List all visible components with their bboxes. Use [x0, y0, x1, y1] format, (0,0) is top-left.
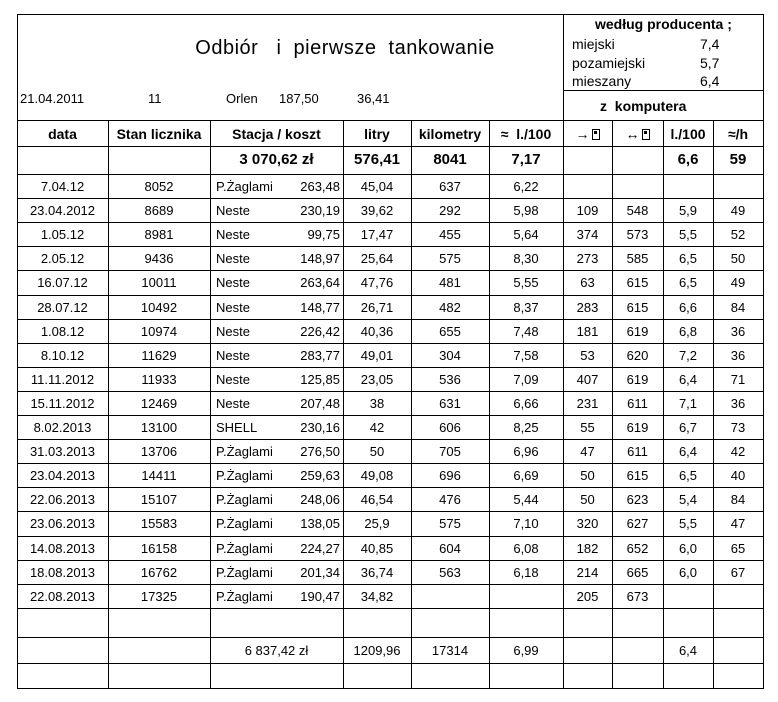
- fuel-pump-icon: [642, 129, 650, 140]
- first-fill-liters: 36,41: [357, 91, 390, 106]
- row-range-full: 673: [626, 588, 649, 604]
- row-divider: [17, 439, 763, 440]
- row-cost: 224,27: [300, 540, 340, 556]
- row-liters: 25,64: [360, 251, 394, 267]
- header-avg: ≈ l./100: [500, 126, 552, 142]
- row-speed: 84: [730, 299, 746, 315]
- row-station: SHELL: [216, 420, 258, 435]
- row-station: Neste: [216, 371, 250, 387]
- row-counter: 16158: [140, 540, 178, 556]
- row-comp-avg: 6,5: [678, 275, 698, 291]
- header-comp-avg: l./100: [670, 126, 706, 142]
- row-avg: 6,69: [513, 468, 539, 484]
- row-range-left: 231: [576, 395, 599, 411]
- row-km: 606: [439, 420, 461, 435]
- row-cost: 201,34: [300, 564, 340, 580]
- row-counter: 17325: [140, 588, 178, 604]
- header-range-to-empty: [563, 126, 612, 142]
- summary-comp-avg: 6,4: [678, 643, 698, 658]
- totals-comp-avg: 6,6: [677, 151, 699, 168]
- row-station: Neste: [216, 395, 250, 411]
- row-cost: 190,47: [300, 588, 340, 604]
- row-avg: 5,55: [513, 275, 539, 291]
- border-bottom: [17, 688, 763, 689]
- row-cost: 138,05: [300, 516, 340, 532]
- row-liters: 17,47: [360, 227, 394, 243]
- row-comp-avg: 6,0: [678, 540, 698, 556]
- first-fill-counter: 11: [148, 91, 162, 106]
- row-divider: [17, 415, 763, 416]
- row-speed: 49: [730, 203, 746, 219]
- divider-totals: [17, 174, 763, 175]
- row-range-left: 50: [580, 492, 595, 508]
- row-divider: [17, 246, 763, 247]
- row-range-full: 615: [626, 468, 649, 484]
- row-comp-avg: 5,5: [678, 516, 698, 532]
- row-range-full: 627: [626, 516, 649, 532]
- row-counter: 8052: [144, 179, 174, 194]
- row-range-left: 374: [576, 227, 599, 243]
- row-cost: 148,97: [300, 251, 340, 267]
- row-counter: 15107: [140, 492, 178, 508]
- row-cost: 99,75: [307, 227, 340, 243]
- arrow-right-icon: →: [575, 126, 590, 142]
- row-km: 455: [439, 227, 461, 243]
- row-speed: 42: [730, 444, 746, 460]
- row-comp-avg: 6,6: [678, 299, 698, 315]
- row-km: 705: [439, 444, 461, 460]
- arrow-both-icon: ↔: [625, 126, 640, 142]
- row-range-left: 214: [576, 564, 599, 580]
- row-liters: 46,54: [360, 492, 394, 508]
- divider-header-top: [17, 120, 763, 121]
- row-station: P.Żaglami: [216, 492, 273, 508]
- row-cost: 148,77: [300, 299, 340, 315]
- row-speed: 49: [730, 275, 746, 291]
- totals-liters: 576,41: [354, 151, 400, 168]
- header-range-full: [612, 126, 663, 142]
- row-range-left: 181: [576, 323, 599, 339]
- row-cost: 125,85: [300, 371, 340, 387]
- row-range-full: 611: [627, 395, 648, 411]
- row-avg: 8,37: [513, 299, 539, 315]
- row-km: 575: [439, 251, 461, 267]
- row-comp-avg: 5,9: [678, 203, 698, 219]
- row-speed: 73: [730, 420, 746, 435]
- row-km: 637: [439, 179, 461, 194]
- row-divider: [17, 560, 763, 561]
- totals-cost: 3 070,62 zł: [239, 151, 314, 168]
- row-range-left: 53: [580, 347, 595, 363]
- row-km: 563: [439, 564, 461, 580]
- row-km: 604: [439, 540, 461, 556]
- row-date: 15.11.2012: [30, 395, 95, 411]
- row-liters: 34,82: [360, 588, 394, 604]
- row-range-left: 63: [580, 275, 595, 291]
- border-top: [17, 14, 763, 15]
- totals-avg: 7,17: [511, 151, 541, 168]
- row-liters: 40,85: [360, 540, 394, 556]
- row-station: Neste: [216, 323, 250, 339]
- row-comp-avg: 6,4: [678, 371, 698, 387]
- row-comp-avg: 6,0: [678, 564, 698, 580]
- summary-liters: 1209,96: [353, 643, 401, 658]
- row-cost: 230,19: [300, 203, 340, 219]
- row-counter: 12469: [140, 395, 178, 411]
- totals-km: 8041: [433, 151, 467, 168]
- first-fill-station: Orlen: [226, 91, 258, 106]
- row-comp-avg: 5,4: [678, 492, 698, 508]
- row-speed: 84: [730, 492, 746, 508]
- row-liters: 47,76: [360, 275, 394, 291]
- row-station: P.Żaglami: [216, 444, 273, 460]
- row-avg: 7,48: [513, 323, 539, 339]
- row-range-full: 665: [626, 564, 649, 580]
- row-range-full: 548: [626, 203, 649, 219]
- row-station: P.Żaglami: [216, 179, 273, 194]
- row-date: 16.07.12: [37, 275, 88, 291]
- column-divider: [411, 120, 412, 688]
- header-km: kilometry: [418, 126, 482, 142]
- row-avg: 8,25: [513, 420, 539, 435]
- row-range-left: 50: [580, 468, 595, 484]
- row-date: 22.08.2013: [29, 588, 96, 604]
- row-station: P.Żaglami: [216, 516, 273, 532]
- row-divider: [17, 367, 763, 368]
- row-liters: 40,36: [360, 323, 394, 339]
- header-speed: ≈/h: [727, 126, 749, 142]
- row-station: P.Żaglami: [216, 588, 273, 604]
- row-avg: 7,58: [513, 347, 539, 363]
- row-counter: 10492: [140, 299, 178, 315]
- summary-avg: 6,99: [513, 643, 539, 658]
- row-date: 18.08.2013: [29, 564, 96, 580]
- row-counter: 13706: [140, 444, 178, 460]
- row-divider: [17, 463, 763, 464]
- row-liters: 39,62: [360, 203, 394, 219]
- first-fill-cost: 187,50: [279, 91, 319, 106]
- row-station: Neste: [216, 299, 250, 315]
- row-counter: 14411: [141, 468, 177, 484]
- row-station: Neste: [216, 251, 250, 267]
- row-divider: [17, 295, 763, 296]
- row-liters: 38: [369, 395, 385, 411]
- row-liters: 23,05: [360, 371, 394, 387]
- row-station: P.Żaglami: [216, 564, 273, 580]
- row-comp-avg: 5,5: [678, 227, 698, 243]
- row-station: P.Żaglami: [216, 540, 273, 556]
- column-divider: [108, 120, 109, 688]
- row-date: 23.04.2013: [29, 468, 96, 484]
- row-km: 536: [439, 371, 461, 387]
- row-liters: 25,9: [364, 516, 390, 532]
- producer-label-highway: pozamiejski: [572, 55, 646, 71]
- row-date: 1.08.12: [40, 323, 85, 339]
- row-km: 292: [439, 203, 461, 219]
- row-range-full: 615: [626, 275, 649, 291]
- row-avg: 5,98: [513, 203, 539, 219]
- row-range-left: 205: [576, 588, 599, 604]
- row-counter: 10011: [141, 275, 177, 291]
- row-avg: 5,64: [513, 227, 539, 243]
- row-date: 22.06.2013: [29, 492, 96, 508]
- row-range-left: 273: [576, 251, 599, 267]
- row-station: Neste: [216, 227, 250, 243]
- row-liters: 49,08: [360, 468, 394, 484]
- row-range-left: 182: [576, 540, 599, 556]
- row-date: 8.10.12: [40, 347, 85, 363]
- row-range-left: 109: [576, 203, 599, 219]
- row-cost: 263,64: [300, 275, 340, 291]
- row-liters: 36,74: [360, 564, 394, 580]
- row-divider: [17, 584, 763, 585]
- column-divider: [489, 120, 490, 688]
- header-station: Stacja / koszt: [232, 126, 321, 142]
- border-right: [763, 14, 764, 689]
- row-km: 304: [439, 347, 461, 363]
- row-divider: [17, 536, 763, 537]
- column-divider: [563, 120, 564, 688]
- row-divider: [17, 270, 763, 271]
- row-km: 696: [439, 468, 461, 484]
- row-range-left: 320: [576, 516, 599, 532]
- row-station: P.Żaglami: [216, 468, 273, 484]
- row-divider: [17, 637, 763, 638]
- row-range-full: 585: [626, 251, 649, 267]
- producer-value-city: 7,4: [700, 36, 720, 52]
- row-divider: [17, 608, 763, 609]
- row-speed: 40: [730, 468, 746, 484]
- row-avg: 6,66: [513, 395, 539, 411]
- header-liters: litry: [364, 126, 390, 142]
- row-cost: 283,77: [300, 347, 340, 363]
- producer-label-city: miejski: [572, 36, 615, 52]
- row-speed: 36: [730, 323, 746, 339]
- row-date: 11.11.2012: [30, 371, 95, 387]
- row-liters: 42: [369, 420, 385, 435]
- border-left: [17, 14, 18, 688]
- row-date: 1.05.12: [40, 227, 85, 243]
- row-divider: [17, 222, 763, 223]
- row-date: 7.04.12: [40, 179, 85, 194]
- row-cost: 259,63: [300, 468, 340, 484]
- row-counter: 9436: [144, 251, 174, 267]
- row-divider: [17, 511, 763, 512]
- row-cost: 230,16: [300, 420, 340, 435]
- row-station: Neste: [216, 275, 250, 291]
- row-date: 23.06.2013: [29, 516, 96, 532]
- row-speed: 52: [730, 227, 746, 243]
- row-station: Neste: [216, 347, 250, 363]
- row-divider: [17, 343, 763, 344]
- row-km: 655: [439, 323, 461, 339]
- row-range-full: 619: [626, 371, 649, 387]
- row-km: 481: [439, 275, 461, 291]
- row-date: 31.03.2013: [29, 444, 96, 460]
- row-divider: [17, 391, 763, 392]
- column-divider: [663, 120, 664, 688]
- row-date: 23.04.2012: [29, 203, 96, 219]
- row-counter: 13100: [140, 420, 178, 435]
- row-comp-avg: 7,1: [678, 395, 698, 411]
- header-date: data: [48, 126, 77, 142]
- row-liters: 45,04: [360, 179, 394, 194]
- row-avg: 8,30: [513, 251, 539, 267]
- row-divider: [17, 198, 763, 199]
- column-divider: [612, 120, 613, 688]
- row-counter: 8981: [144, 227, 174, 243]
- row-date: 2.05.12: [40, 251, 85, 267]
- row-range-full: 619: [626, 323, 649, 339]
- row-range-left: 47: [580, 444, 595, 460]
- row-avg: 6,96: [513, 444, 539, 460]
- divider-producer: [563, 14, 564, 121]
- row-speed: 71: [730, 371, 746, 387]
- row-speed: 47: [730, 516, 746, 532]
- row-cost: 207,48: [300, 395, 340, 411]
- divider-header-bottom: [17, 146, 763, 147]
- row-date: 8.02.2013: [33, 420, 92, 435]
- row-counter: 16762: [140, 564, 178, 580]
- row-avg: 7,09: [513, 371, 539, 387]
- row-range-left: 283: [576, 299, 599, 315]
- row-range-full: 573: [626, 227, 649, 243]
- row-comp-avg: 6,7: [678, 420, 698, 435]
- column-divider: [713, 120, 714, 688]
- row-avg: 5,44: [513, 492, 539, 508]
- computer-heading: z komputera: [600, 98, 687, 114]
- row-liters: 49,01: [360, 347, 394, 363]
- row-liters: 26,71: [360, 299, 394, 315]
- row-liters: 50: [369, 444, 385, 460]
- row-avg: 6,08: [513, 540, 539, 556]
- row-cost: 276,50: [300, 444, 340, 460]
- row-speed: 65: [730, 540, 746, 556]
- divider-computer: [563, 90, 763, 91]
- row-divider: [17, 663, 763, 664]
- row-range-left: 55: [580, 420, 595, 435]
- first-fill-date: 21.04.2011: [20, 91, 85, 106]
- row-comp-avg: 7,2: [678, 347, 698, 363]
- row-counter: 11629: [141, 347, 177, 363]
- row-km: 476: [439, 492, 461, 508]
- row-km: 575: [439, 516, 461, 532]
- producer-heading: według producenta ;: [595, 16, 732, 32]
- row-range-full: 611: [627, 444, 648, 460]
- row-cost: 263,48: [300, 179, 340, 194]
- row-cost: 226,42: [300, 323, 340, 339]
- summary-km: 17314: [431, 643, 469, 658]
- row-counter: 10974: [140, 323, 178, 339]
- row-speed: 67: [730, 564, 746, 580]
- row-station: Neste: [216, 203, 250, 219]
- row-comp-avg: 6,4: [678, 444, 698, 460]
- row-range-full: 615: [626, 299, 649, 315]
- row-comp-avg: 6,5: [678, 468, 698, 484]
- row-counter: 11933: [141, 371, 177, 387]
- row-cost: 248,06: [300, 492, 340, 508]
- row-km: 631: [439, 395, 461, 411]
- header-counter: Stan licznika: [116, 126, 202, 142]
- page-title: Odbiór i pierwsze tankowanie: [195, 37, 495, 59]
- row-avg: 7,10: [513, 516, 539, 532]
- row-speed: 36: [730, 395, 746, 411]
- row-range-full: 652: [626, 540, 649, 556]
- row-comp-avg: 6,8: [678, 323, 698, 339]
- row-date: 14.08.2013: [29, 540, 96, 556]
- row-speed: 36: [730, 347, 746, 363]
- producer-value-mixed: 6,4: [700, 73, 720, 89]
- column-divider: [210, 120, 211, 688]
- row-range-full: 623: [626, 492, 649, 508]
- row-counter: 15583: [140, 516, 178, 532]
- row-comp-avg: 6,5: [678, 251, 698, 267]
- row-counter: 8689: [144, 203, 174, 219]
- row-km: 482: [439, 299, 461, 315]
- row-range-full: 620: [626, 347, 649, 363]
- producer-value-highway: 5,7: [700, 55, 720, 71]
- fuel-pump-icon: [592, 129, 600, 140]
- row-speed: 50: [730, 251, 746, 267]
- summary-cost: 6 837,42 zł: [244, 643, 309, 658]
- row-range-full: 619: [626, 420, 649, 435]
- row-date: 28.07.12: [37, 299, 88, 315]
- row-divider: [17, 319, 763, 320]
- row-divider: [17, 487, 763, 488]
- producer-label-mixed: mieszany: [572, 73, 632, 89]
- column-divider: [343, 120, 344, 688]
- totals-speed: 59: [729, 151, 747, 168]
- row-avg: 6,22: [513, 179, 539, 194]
- row-avg: 6,18: [513, 564, 539, 580]
- row-range-left: 407: [576, 371, 599, 387]
